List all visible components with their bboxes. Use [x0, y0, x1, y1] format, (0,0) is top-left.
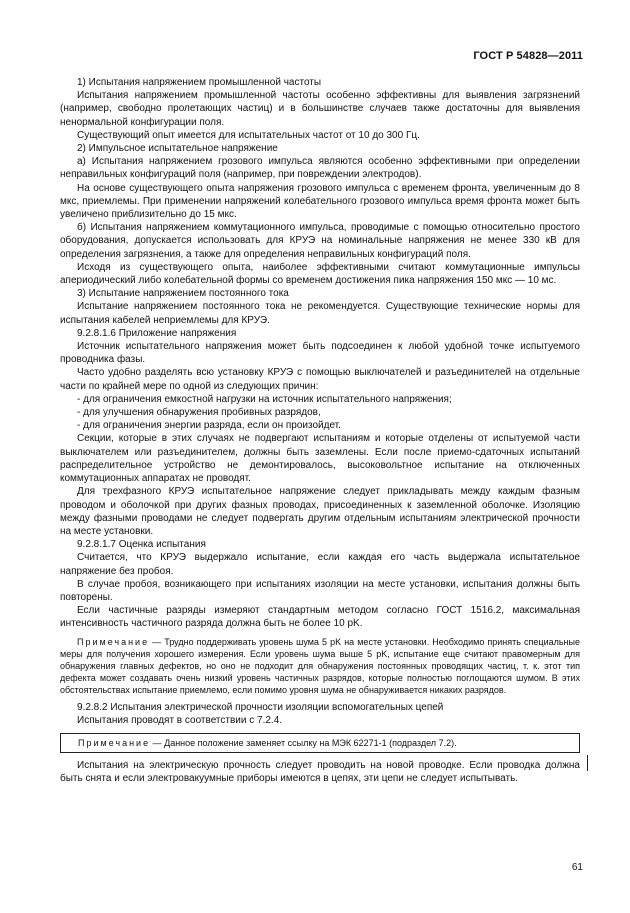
reason-list [60, 393, 580, 433]
note [60, 636, 580, 696]
subsection-heading: 9.2.8.1.7 Оценка испытания [77, 539, 206, 551]
boxed-note [60, 733, 580, 753]
page-number: 61 [571, 862, 583, 873]
standard-header: ГОСТ Р 54828—2011 [473, 50, 583, 62]
paragraph: Если частичные разряды измеряют стандартным методом согласно ГОСТ 1516.2, максимальная интенсивность частичного разряда должна быть не более 10 pK. [60, 605, 580, 630]
subsection-heading: 9.2.8.1.6 Приложение напряжения [77, 327, 237, 339]
paragraph: 3) Испытание напряжением постоянного тока [77, 288, 289, 300]
paragraph: Секции, которые в этих случаях не подвергают испытаниям и которые отделены от испытуемой части выключателем или разъединителем, должны быть заземлены. Если после приемо-сдаточных испытаний распределительное устройство не демонтировалось, высоковольтное испытание на отключенных коммутационных аппаратах не проводят. [60, 433, 580, 485]
paragraph: Считается, что КРУЭ выдержало испытание, если каждая его часть выдержала испытательное напряжение без пробоя. [60, 552, 580, 577]
paragraph: Испытания напряжением промышленной частоты особенно эффективны для выявления загрязнений (например, свободно пролетающих частиц) и в большинстве случаев также достаточны для выявления ненормальной конфигурации поля. [60, 90, 580, 128]
paragraph: На основе существующего опыта напряжения грозового импульса с временем фронта, увеличенным до 8 мкс, приемлемы. При применении напряжений колебательного грозового импульса время фронта может быть увеличено приблизительно до 15 мкс. [60, 182, 580, 221]
paragraph: Испытания на электрическую прочность следует проводить на новой проводке. Если проводка должна быть снята и если электровакуумные приборы имеются в цепях, эти цепи не следует испытывать. [60, 759, 580, 785]
paragraph: Источник испытательного напряжения может быть подсоединен к любой удобной точке испытуемого проводника фазы. [60, 341, 580, 366]
paragraph: 2) Импульсное испытательное напряжение [77, 143, 278, 155]
paragraph: Существующий опыт имеется для испытательных частот от 10 до 300 Гц. [77, 129, 420, 141]
section-heading: 9.2.8.2 Испытания электрической прочности изоляции вспомогательных цепей [77, 701, 444, 713]
note-label: Примечание [77, 636, 150, 647]
paragraph: Испытания проводят в соответствии с 7.2.4. [77, 714, 283, 726]
list-item: - для улучшения обнаружения пробивных разрядов, [77, 407, 321, 419]
paragraph: Для трехфазного КРУЭ испытательное напряжение следует прикладывать между каждым фазным проводом и оболочкой при других фазных проводах, присоединенных к заземленной оболочке. Изоляцию между фазными проводами не следует подвергать другим отдельным испытаниям электрической прочности на месте установки. [60, 486, 580, 537]
note-label: Примечание [78, 737, 151, 748]
paragraph: а) Испытания напряжением грозового импульса являются особенно эффективными при определении неправильных конфигураций поля (например, при повреждении электродов). [60, 156, 580, 181]
paragraph: Испытание напряжением постоянного тока не рекомендуется. Существующие технические нормы для испытания кабелей неприемлемы для КРУЭ. [60, 301, 580, 326]
list-item: - для ограничения энергии разряда, если он произойдет. [77, 420, 341, 432]
paragraph: б) Испытания напряжением коммутационного импульса, проводимые с помощью относительно простого оборудования, допускается использовать для КРУЭ на номинальные напряжения не менее 330 кВ для определения загрязнения, а также для определения неправильных конфигураций поля. [60, 222, 580, 260]
paragraph: 1) Испытания напряжением промышленной частоты [77, 77, 322, 88]
note-text: — Трудно поддерживать уровень шума 5 pK на месте установки. Необходимо принять специальные меры для получения хорошего измерения. Если уровень шума выше 5 pK, испытание еще считают правомерным для обнаружения главных дефектов, но оно не подходит для обнаружения постоянных проводящих частиц, т. к. этот тип дефекта может создавать очень низкий уровень частичных разрядов, которые полностью поглощаются шумом. В этих обстоятельствах испытание приемлемо, если помимо уровня шума не обнаруживается никаких разрядов. [60, 636, 580, 695]
document-body [60, 76, 580, 785]
change-bar [587, 755, 588, 771]
note-text: — Данное положение заменяет ссылку на МЭК 62271-1 (подраздел 7.2). [150, 737, 457, 748]
paragraph: Исходя из существующего опыта, наиболее эффективными считают коммутационные импульсы апериодический либо колебательной формы со временем достижения пика напряжения 150 мкс — 10 мс. [60, 261, 580, 287]
paragraph: В случае пробоя, возникающего при испытаниях изоляции на месте установки, испытания должны быть повторены. [60, 578, 580, 603]
list-item: - для ограничения емкостной нагрузки на источник испытательного напряжения; [77, 393, 452, 405]
paragraph: Часто удобно разделять всю установку КРУЭ с помощью выключателей и разъединителей на отдельные части по крайней мере по одной из следующих причин: [60, 367, 580, 392]
